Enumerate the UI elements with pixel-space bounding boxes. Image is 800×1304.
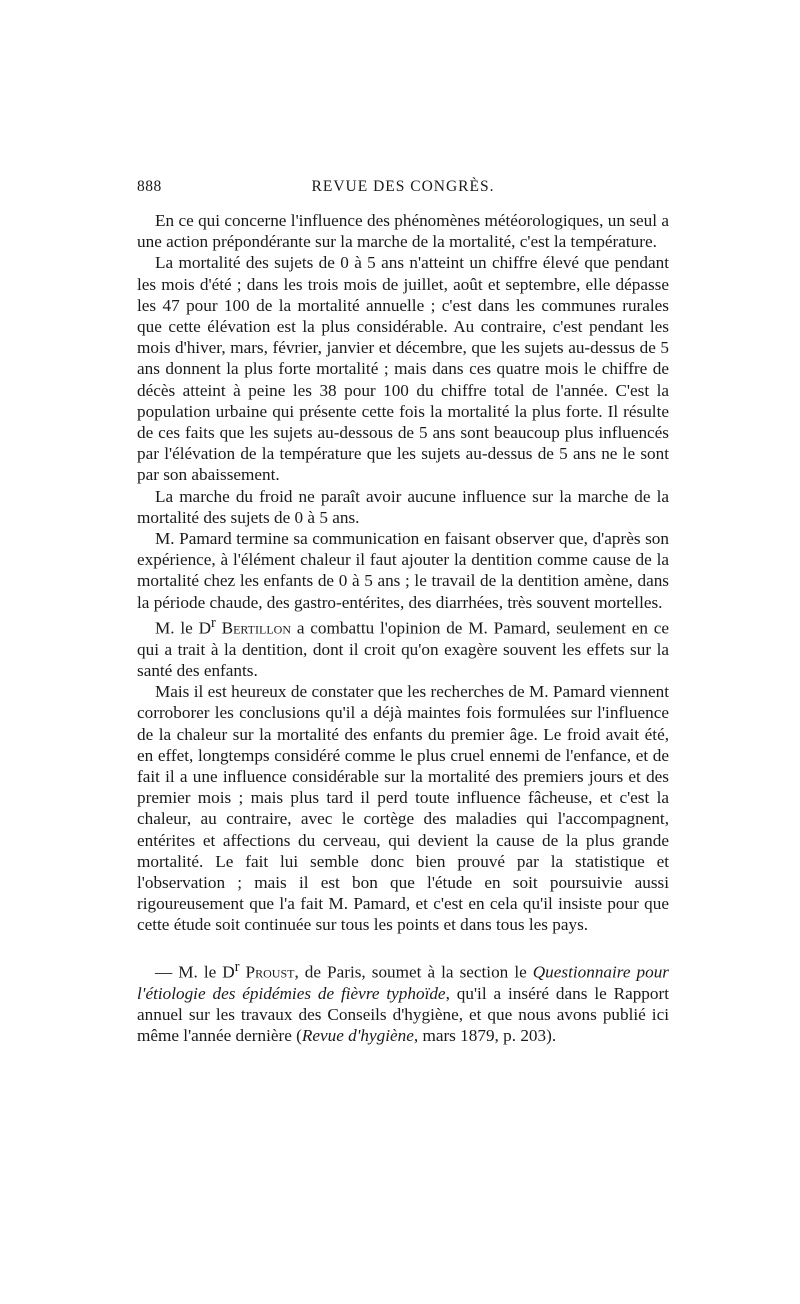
superscript: r: [234, 958, 240, 975]
text-run: — M. le D: [155, 962, 235, 982]
person-name: Proust: [245, 962, 295, 982]
text-run: , de Paris, soumet à la section le: [294, 962, 533, 982]
questionnaire-title: Questionnaire pour l'étiologie des épidémies de fièvre typhoïde: [137, 962, 669, 1003]
book-page: [137, 178, 669, 1046]
paragraph-cold: La marche du froid ne paraît avoir aucune influence sur la marche de la mortalité des sujets de 0 à 5 ans.: [137, 486, 669, 527]
text-run: , qu'il a inséré dans le Rapport annuel sur les travaux des Conseils d'hygiène, et que nous avons publié ici même l'année dernière (: [137, 983, 669, 1045]
running-head: [137, 178, 669, 202]
superscript: r: [211, 614, 216, 631]
running-title: REVUE DES CONGRÈS.: [311, 178, 495, 195]
body-text: [137, 210, 669, 1046]
paragraph-conclusions: Mais il est heureux de constater que les recherches de M. Pamard viennent corroborer les conclusions qu'il a déjà maintes fois formulées sur l'influence de la chaleur sur la mortalité des enfants du premier âge. Le froid avait été, en effet, longtemps considéré comme le plus cruel ennemi de l'enfance, et de fait il a une influence considérable sur la mortalité des premiers jours et des premier mois ; mais plus tard il perd toute influence fâcheuse, et c'est la chaleur, au contraire, avec le cortège des maladies qui l'accompagnent, entérites et affections du cerveau, qui devient la cause de la plus grande mortalité. Le fait lui semble donc bien prouvé par la statistique et l'observation ; mais il est bon que l'étude en soit poursuivie aussi rigoureusement que l'a fait M. Pamard, et c'est en cela qu'il insiste pour que cette étude soit continuée sur tous les points et dans tous les pays.: [137, 682, 669, 935]
paragraph-mortality-stats: La mortalité des sujets de 0 à 5 ans n'atteint un chiffre élevé que pendant les mois d'été ; dans les trois mois de juillet, août et septembre, elle dépasse les 47 pour 100 de la mortalité annuelle ; c'est dans les communes rurales que cette élévation est la plus considérable. Au contraire, c'est pendant les mois d'hiver, mars, février, janvier et décembre, que les sujets au-dessus de 5 ans donnent la plus forte mortalité ; mais dans ces quatre mois le chiffre de décès atteint à peine les 38 pour 100 du chiffre total de l'année. C'est la population urbaine qui présente cette fois la mortalité la plus forte. Il résulte de ces faits que les sujets au-dessous de 5 ans sont beaucoup plus influencés par l'élévation de la température que les sujets au-dessus de 5 ans ne le sont par son abaissement.: [137, 253, 669, 485]
journal-title: Revue d'hygiène: [301, 1025, 414, 1045]
paragraph-proust: [137, 957, 669, 1047]
section-gap: [137, 936, 669, 957]
text-run: M. le D: [155, 618, 212, 638]
paragraph-pamard: M. Pamard termine sa communication en faisant observer que, d'après son expérience, à l'élément chaleur il faut ajouter la dentition comme cause de la mortalité chez les enfants de 0 à 5 ans ; le travail de la dentition amène, dans la période chaude, des gastro-entérites, des diarrhées, très souvent mortelles.: [137, 529, 669, 612]
paragraph-bertillon: [137, 613, 669, 681]
text-run: , mars 1879, p. 203).: [413, 1025, 557, 1045]
page-number: 888: [137, 178, 162, 195]
text-run: a combattu l'opinion de M. Pamard, seulement en ce qui a trait à la dentition, dont il croit qu'on exagère souvent les effets sur la santé des enfants.: [137, 618, 669, 680]
person-name: Bertillon: [221, 618, 292, 638]
paragraph-temperature: En ce qui concerne l'influence des phénomènes météorologiques, un seul a une action prépondérante sur la marche de la mortalité, c'est la température.: [137, 211, 669, 252]
